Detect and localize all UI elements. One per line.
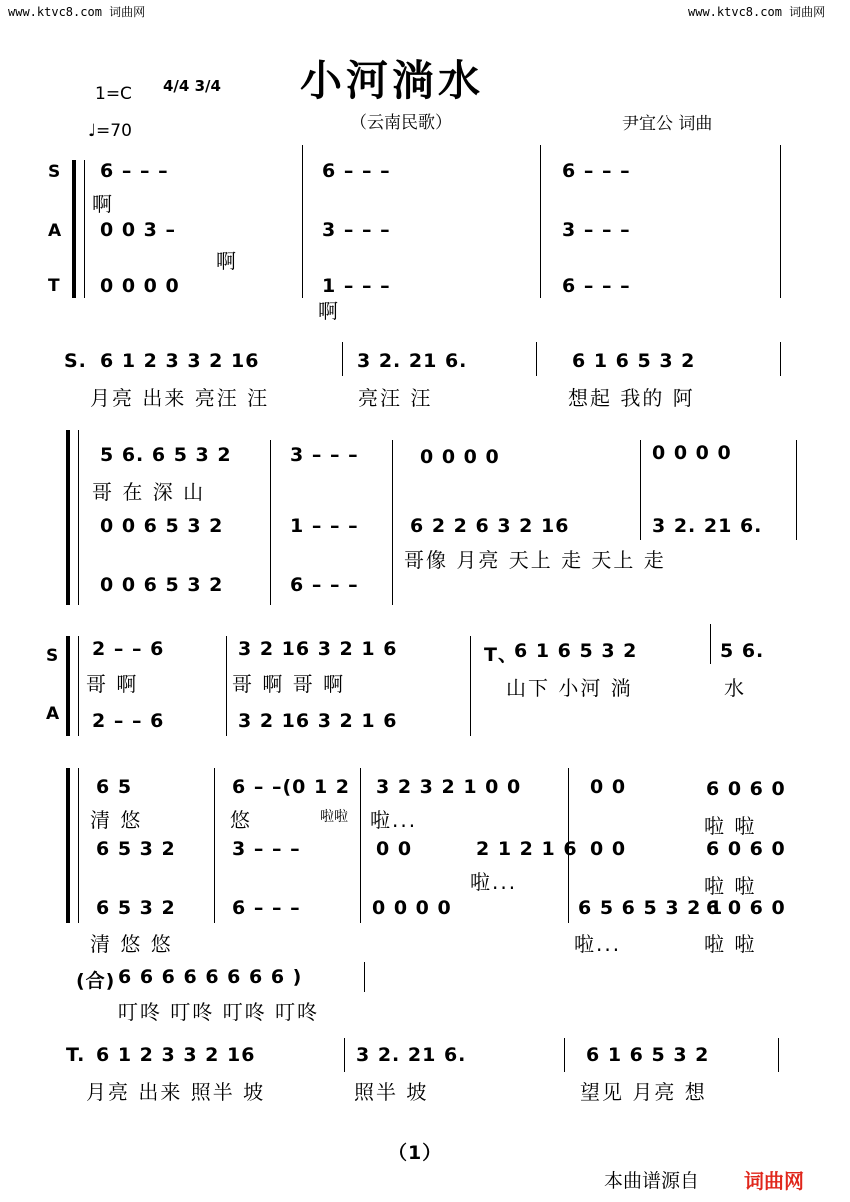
note-group: 3 2. 21 6.: [356, 1044, 467, 1066]
note-group: 6 1 6 5 3 2: [572, 350, 696, 372]
system-bracket: [72, 160, 76, 298]
note-group: 2 1 2 1 6: [476, 838, 578, 860]
barline: [84, 160, 85, 298]
barline: [470, 636, 471, 736]
note-group: 3 – – –: [232, 838, 301, 860]
lyric: 月亮 出来 照半 坡: [86, 1080, 266, 1104]
lyric: 啦啦: [320, 809, 348, 825]
note-group: 3 – – –: [290, 444, 359, 466]
note-group: 0 0: [590, 838, 627, 860]
barline: [78, 768, 79, 923]
part-label: S.: [64, 350, 87, 372]
note-group: 3 2 3 2 1 0 0: [376, 776, 522, 798]
note-group: 6 1 6 5 3 2: [514, 640, 638, 662]
system-bracket: [66, 768, 70, 923]
barline: [540, 145, 541, 298]
barline: [780, 342, 781, 376]
barline: [78, 636, 79, 736]
barline: [344, 1038, 345, 1072]
site-watermark-right[interactable]: www.ktvc8.com 词曲网: [688, 5, 826, 19]
note-group: 3 2. 21 6.: [652, 515, 763, 537]
note-group: 6 – – –: [290, 574, 359, 596]
lyric: 叮咚 叮咚 叮咚 叮咚: [118, 1000, 320, 1024]
note-group: 6 – – –: [562, 275, 631, 297]
part-label-tenor: T、: [484, 644, 518, 666]
key-signature: 1=C: [95, 84, 132, 104]
note-group: 1 – – –: [290, 515, 359, 537]
note-group: 0 0 0 0: [420, 446, 500, 468]
part-label-alto: A: [48, 221, 62, 241]
system-bracket: [66, 430, 70, 605]
part-label-soprano: S: [46, 646, 59, 666]
lyric: 想起 我的 阿: [568, 386, 695, 410]
barline: [78, 430, 79, 605]
part-label-tenor: T: [48, 276, 60, 296]
page-title: 小河淌水: [300, 56, 485, 105]
lyric: 啊: [216, 249, 238, 273]
lyric: 啦...: [370, 808, 418, 832]
lyric: 亮汪 汪: [358, 386, 433, 410]
note-group: 3 2. 21 6.: [357, 350, 468, 372]
lyric: 哥 啊 哥 啊: [232, 672, 346, 696]
lyric: 水: [724, 676, 746, 700]
note-group: 5 6. 6 5 3 2: [100, 444, 232, 466]
note-group: 6 0 6 0: [706, 838, 786, 860]
lyric: 啊: [318, 299, 340, 323]
subtitle: （云南民歌）: [350, 113, 452, 133]
note-group: 5 6.: [720, 640, 765, 662]
lyric: 啦 啦: [704, 874, 757, 898]
lyric: 月亮 出来 亮汪 汪: [90, 386, 270, 410]
barline: [780, 145, 781, 298]
note-group: 6 5 3 2: [96, 897, 176, 919]
system-bracket: [66, 636, 70, 736]
note-group: 0 0 0 0: [652, 442, 732, 464]
barline: [360, 768, 361, 923]
note-group: 6 5 3 2: [96, 838, 176, 860]
tempo-mark: ♩=70: [88, 121, 132, 141]
note-group: 3 – – –: [562, 219, 631, 241]
note-group: 6 2 2 6 3 2 16: [410, 515, 570, 537]
note-group: 6 5: [96, 776, 133, 798]
note-group: 0 0: [376, 838, 413, 860]
time-signature: 4/4 3/4: [163, 77, 221, 95]
barline: [302, 145, 303, 298]
note-group: 6 – – –: [322, 160, 391, 182]
part-label-alto: A: [46, 704, 60, 724]
composer-credit: 尹宜公 词曲: [622, 114, 713, 134]
lyric: 啦...: [574, 932, 622, 956]
barline: [214, 768, 215, 923]
lyric: 哥 啊: [86, 672, 139, 696]
note-group: 6 0 6 0: [706, 897, 786, 919]
note-group: 6 – – –: [232, 897, 301, 919]
note-group: 6 1 2 3 3 2 16: [100, 350, 260, 372]
barline: [710, 624, 711, 664]
barline: [270, 440, 271, 605]
site-brand-link[interactable]: 词曲网: [744, 1169, 804, 1193]
barline: [796, 440, 797, 540]
lyric: 望见 月亮 想: [580, 1080, 707, 1104]
note-group: 6 6 6 6 6 6 6 6 ): [118, 966, 303, 988]
barline: [342, 342, 343, 376]
lyric: 山下 小河 淌: [506, 676, 633, 700]
note-group: 0 0 0 0: [100, 275, 180, 297]
note-group: 3 2 16 3 2 1 6: [238, 638, 398, 660]
note-group: 6 – – –: [100, 160, 169, 182]
lyric: 清 悠 悠: [90, 932, 173, 956]
lyric: 清 悠: [90, 808, 143, 832]
note-group: 0 0 6 5 3 2: [100, 574, 224, 596]
part-label-tenor: T.: [66, 1044, 86, 1066]
barline: [226, 636, 227, 736]
lyric: 啊: [92, 192, 114, 216]
page-number: （1）: [388, 1142, 443, 1164]
lyric: 啦 啦: [704, 814, 757, 838]
barline: [778, 1038, 779, 1072]
lyric: 照半 坡: [354, 1080, 429, 1104]
barline: [640, 440, 641, 540]
note-group: 6 1 2 3 3 2 16: [96, 1044, 256, 1066]
source-text: 本曲谱源自: [604, 1170, 700, 1192]
note-group: 6 – – –: [562, 160, 631, 182]
lyric: 啦 啦: [704, 932, 757, 956]
site-watermark-left[interactable]: www.ktvc8.com 词曲网: [8, 5, 146, 19]
lyric: 啦...: [470, 870, 518, 894]
lyric: 哥 在 深 山: [92, 480, 206, 504]
part-label-soprano: S: [48, 162, 61, 182]
note-group: 1 – – –: [322, 275, 391, 297]
barline: [392, 440, 393, 605]
part-label: (合): [76, 970, 116, 992]
note-group: 3 – – –: [322, 219, 391, 241]
note-group: 6 – –(0 1 2: [232, 776, 351, 798]
barline: [364, 962, 365, 992]
barline: [564, 1038, 565, 1072]
lyric: 悠: [230, 808, 252, 832]
note-group: 2 – – 6: [92, 710, 165, 732]
note-group: 6 5 6 5 3 2 1: [578, 897, 724, 919]
barline: [536, 342, 537, 376]
note-group: 6 0 6 0: [706, 778, 786, 800]
note-group: 6 1 6 5 3 2: [586, 1044, 710, 1066]
note-group: 0 0: [590, 776, 627, 798]
note-group: 2 – – 6: [92, 638, 165, 660]
note-group: 0 0 3 –: [100, 219, 177, 241]
note-group: 0 0 6 5 3 2: [100, 515, 224, 537]
lyric: 哥像 月亮 天上 走 天上 走: [404, 548, 666, 572]
note-group: 0 0 0 0: [372, 897, 452, 919]
note-group: 3 2 16 3 2 1 6: [238, 710, 398, 732]
